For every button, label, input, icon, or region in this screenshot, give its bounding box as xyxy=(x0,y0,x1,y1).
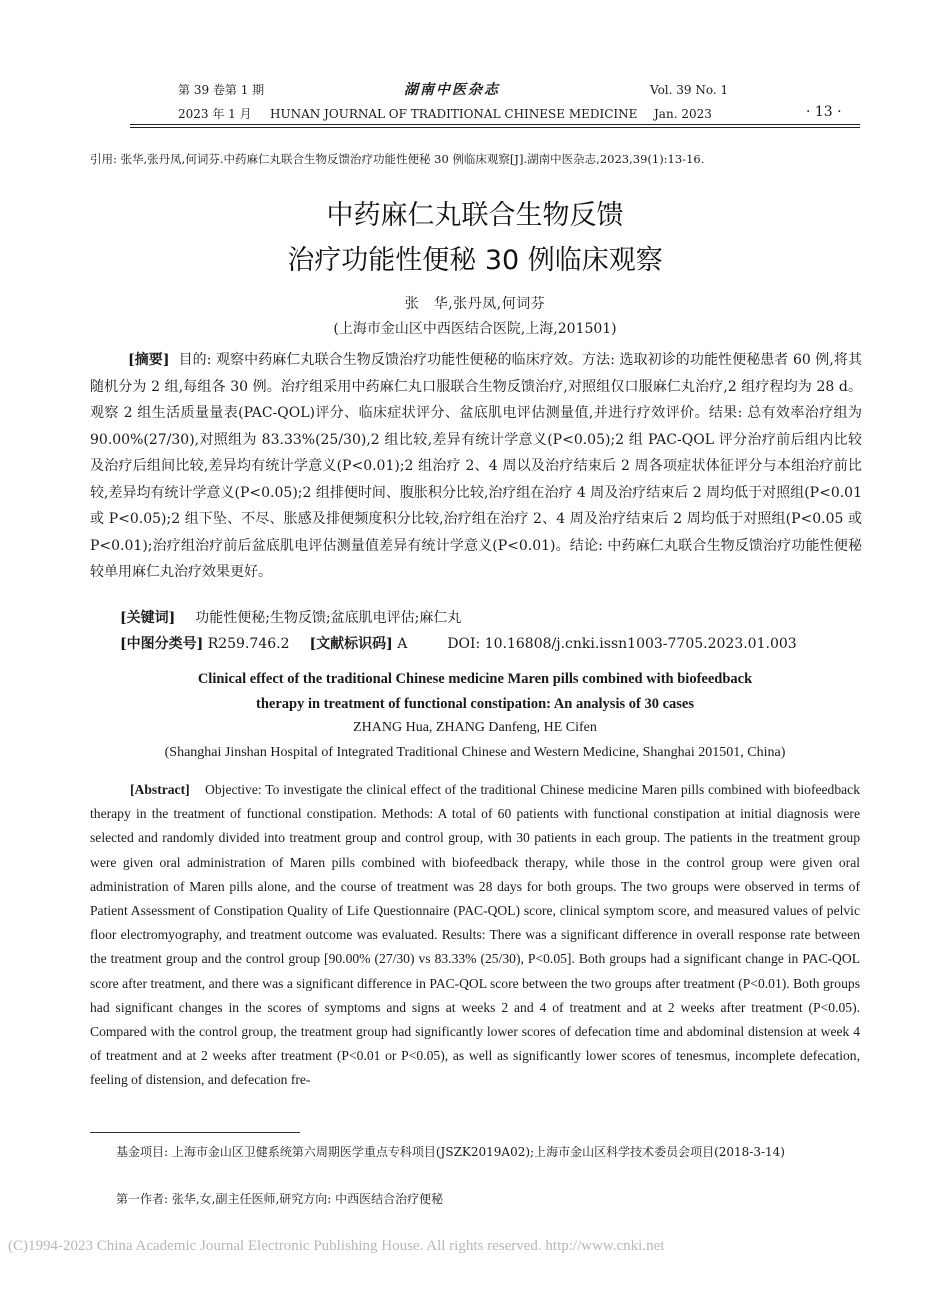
abstract-en xyxy=(90,778,860,1093)
abstract-cn-label: [摘要] xyxy=(128,352,170,368)
header-divider xyxy=(130,124,860,125)
first-author-note: 第一作者: 张华,女,副主任医师,研究方向: 中西医结合治疗便秘 xyxy=(116,1192,444,1206)
title-line-1: 中药麻仁丸联合生物反馈 xyxy=(326,200,624,231)
keywords-cn-label: [关键词] xyxy=(120,610,176,626)
abstract-en-label: [Abstract] xyxy=(130,782,190,797)
keywords-cn xyxy=(120,607,461,627)
journal-logo: 湖南中医杂志 xyxy=(404,82,500,98)
date-cn: 2023 年 1 月 xyxy=(178,107,252,121)
funding-note: 基金项目: 上海市金山区卫健系统第六周期医学重点专科项目(JSZK2019A02);上海市金山区科学技术委员会项目(2018-3-14) xyxy=(116,1145,785,1159)
classification-line xyxy=(120,633,797,653)
authors: 张 华,张丹凤,何词芬 xyxy=(404,296,546,312)
keywords-cn-text: 功能性便秘;生物反馈;盆底肌电评估;麻仁丸 xyxy=(195,610,462,626)
citation: 引用: 张华,张丹凤,何词芬.中药麻仁丸联合生物反馈治疗功能性便秘 30 例临床观察[J].湖南中医杂志,2023,39(1):13-16. xyxy=(90,152,705,166)
footnote-divider xyxy=(90,1132,300,1133)
title-en-line-2: therapy in treatment of functional constipation: An analysis of 30 cases xyxy=(256,696,694,712)
abstract-en-text: Objective: To investigate the clinical effect of the traditional Chinese medicine Maren pills combined with biofeedback therapy in the treatment of functional constipation. Methods: A total of 60 patients with functional constipation at initial diagnosis were selected and randomly divided into treatment group and control group, with 30 patients in each group. The patients in the treatment group were given oral administration of Maren pills combined with biofeedback therapy, while those in the control group were given oral administration of Maren pills alone, and the course of treatment was 28 days for both groups. The two groups were observed in terms of Patient Assessment of Constipation Quality of Life Questionnaire (PAC-QOL) score, clinical symptom score, and measured values of pelvic floor electromyography, and treatment outcome was evaluated. Results: There was a significant difference in overall response rate between the treatment group and the control group [90.00% (27/30) vs 83.33% (25/30), P<0.05]. Both groups had a significant change in PAC-QOL score after treatment, and there was a significant difference in PAC-QOL score between the two groups after treatment (P<0.01). Both groups had significant changes in the scores of symptoms and signs at weeks 2 and 4 of treatment and at 2 weeks after treatment (P<0.05). Compared with the control group, the treatment group had significantly lower scores of defecation time and abdominal distension at week 4 of treatment and at 2 weeks after treatment (P<0.01 or P<0.05), as well as significantly lower scores of tenesmus, incomplete defecation, feeling of distension, and defecation fre- xyxy=(90,782,860,1088)
authors-en: ZHANG Hua, ZHANG Danfeng, HE Cifen xyxy=(353,720,597,735)
doc-code-label: [文献标识码] xyxy=(309,636,393,652)
doi: DOI: 10.16808/j.cnki.issn1003-7705.2023.01.003 xyxy=(447,636,797,652)
copyright-watermark: (C)1994-2023 China Academic Journal Electronic Publishing House. All rights reserved. http://www.cnki.net xyxy=(8,1238,665,1254)
title-line-2: 治疗功能性便秘 30 例临床观察 xyxy=(287,245,663,276)
volume-cn: 第 39 卷第 1 期 xyxy=(178,83,265,97)
header-divider-thin xyxy=(130,127,860,128)
page-number: · 13 · xyxy=(806,104,842,120)
title-en-line-1: Clinical effect of the traditional Chinese medicine Maren pills combined with biofeedback xyxy=(197,671,753,687)
abstract-cn xyxy=(90,347,862,586)
abstract-cn-text: 目的: 观察中药麻仁丸联合生物反馈治疗功能性便秘的临床疗效。方法: 选取初诊的功能性便秘患者 60 例,将其随机分为 2 组,每组各 30 例。治疗组采用中药麻仁丸口服联合生物反馈治疗,对照组仅口服麻仁丸治疗,2 组疗程均为 28 d。观察 2 组生活质量量表(PAC-QOL)评分、临床症状评分、盆底肌电评估测量值,并进行疗效评价。结果: 总有效率治疗组为 90.00%(27/30),对照组为 83.33%(25/30),2 组比较,差异有统计学意义(P<0.05);2 组 PAC-QOL 评分治疗前后组内比较及治疗后组间比较,差异均有统计学意义(P<0.01);2 组治疗 2、4 周以及治疗结束后 2 周各项症状体征评分与本组治疗前比较,差异均有统计学意义(P<0.05);2 组排便时间、腹胀积分比较,治疗组在治疗 4 周及治疗结束后 2 周均低于对照组(P<0.01或 P<0.05);2 组下坠、不尽、胀感及排便频度积分比较,治疗组在治疗 2、4 周及治疗结束后 2 周均低于对照组(P<0.05 或 P<0.01);治疗组治疗前后盆底肌电评估测量值差异有统计学意义(P<0.01)。结论: 中药麻仁丸联合生物反馈治疗功能性便秘较单用麻仁丸治疗效果更好。 xyxy=(90,352,863,580)
affiliation: (上海市金山区中西医结合医院,上海,201501) xyxy=(333,321,617,337)
clc-label: [中图分类号] xyxy=(120,636,204,652)
doc-code-value: A xyxy=(397,636,408,652)
journal-name-en: HUNAN JOURNAL OF TRADITIONAL CHINESE MEDICINE xyxy=(270,107,638,121)
clc-value: R259.746.2 xyxy=(207,636,290,652)
date-en: Jan. 2023 xyxy=(654,107,712,121)
volume-en: Vol. 39 No. 1 xyxy=(650,83,729,97)
affiliation-en: (Shanghai Jinshan Hospital of Integrated Traditional Chinese and Western Medicine, Shanghai 201501, China) xyxy=(164,745,786,760)
